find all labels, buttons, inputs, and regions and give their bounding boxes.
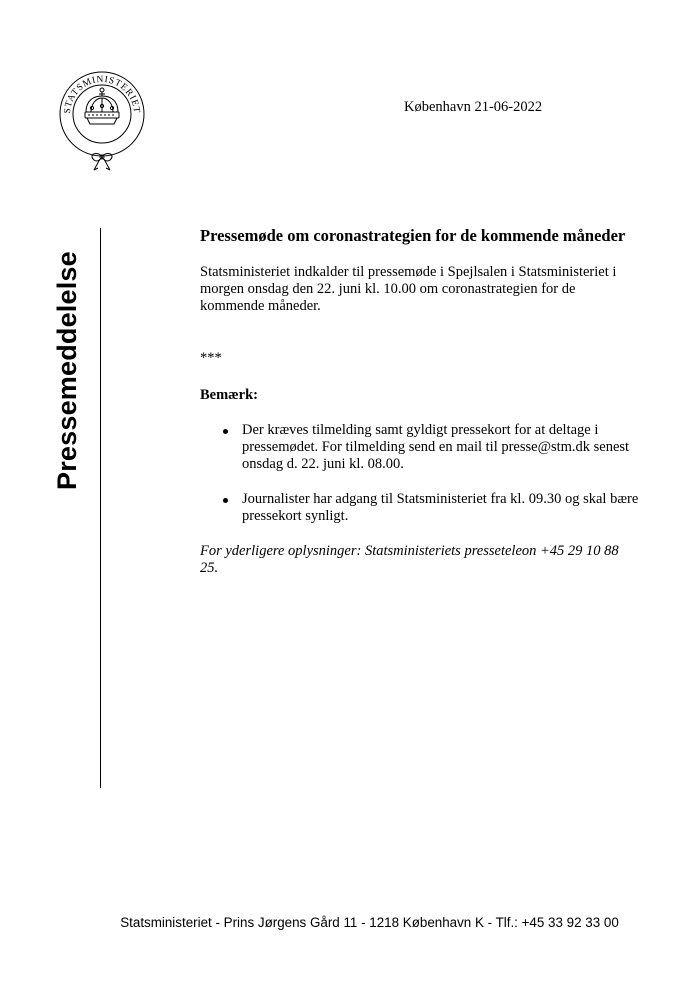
bullet-icon: [223, 498, 228, 503]
list-item-text: Journalister har adgang til Statsministeriet fra kl. 09.30 og skal bære pressekort synligt.: [242, 491, 639, 524]
bullet-icon: [223, 429, 228, 434]
footer-address: Statsministeriet - Prins Jørgens Gård 11 - 1218 København K - Tlf.: +45 33 92 33 00: [120, 915, 619, 930]
seal-text: STATSMINISTERIET: [62, 74, 142, 115]
intro-paragraph: Statsministeriet indkalder til pressemøde i Spejlsalen i Statsministeriet i morgen onsdag den 22. juni kl. 10.00 om coronastrategien for de kommende måneder.: [200, 264, 617, 314]
document-type-title: Pressemeddelelse: [52, 251, 82, 490]
place-and-date: København 21-06-2022: [404, 99, 543, 115]
headline: Pressemøde om coronastrategien for de kommende måneder: [200, 226, 626, 245]
crown-seal-icon: [56, 70, 148, 176]
note-label: Bemærk:: [200, 387, 258, 403]
list-item: [242, 422, 640, 473]
note-list: [200, 422, 640, 525]
list-item: [242, 491, 640, 525]
press-release-body: [200, 226, 640, 577]
statsministeriet-seal: [56, 70, 148, 176]
section-separator: ***: [200, 350, 222, 366]
contact-info: For yderligere oplysninger: Statsministeriets presseteleon +45 29 10 88 25.: [200, 543, 619, 576]
vertical-divider: [100, 228, 101, 788]
list-item-text: Der kræves tilmelding samt gyldigt pressekort for at deltage i pressemødet. For tilmelding send en mail til presse@stm.dk senest onsdag d. 22. juni kl. 08.00.: [242, 422, 630, 472]
